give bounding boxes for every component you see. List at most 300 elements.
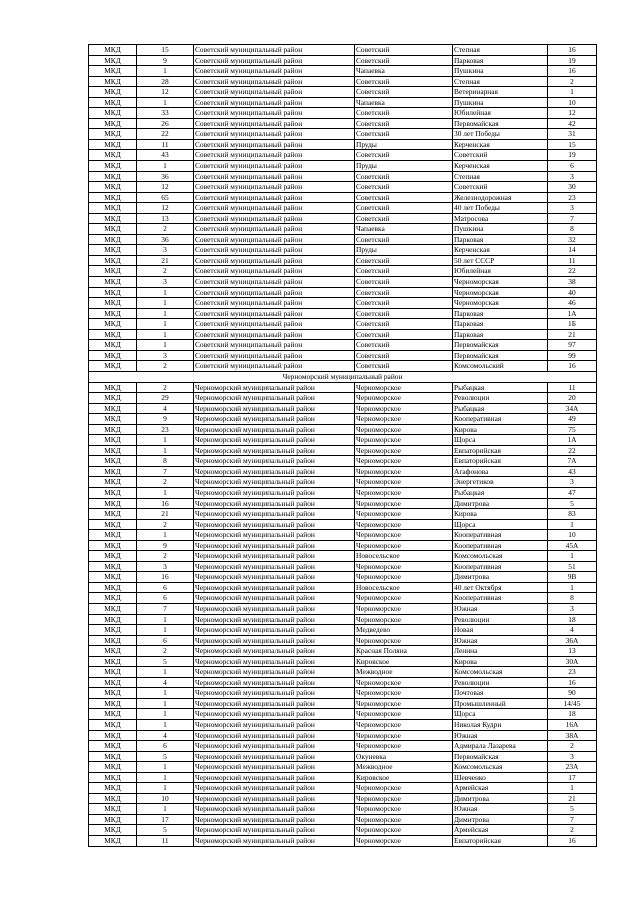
house-number-cell: 75 xyxy=(548,424,597,435)
street-cell: Южная xyxy=(453,635,548,646)
house-number-cell: 49 xyxy=(548,414,597,425)
street-cell: Ветеринарная xyxy=(453,87,548,98)
street-cell: Промышленный xyxy=(453,698,548,709)
table-row xyxy=(89,66,597,77)
object-type-cell: МКД xyxy=(89,319,137,330)
district-cell: Черноморский муниципальный район xyxy=(194,793,355,804)
settlement-cell: Черноморское xyxy=(355,509,453,520)
house-number-cell: 19 xyxy=(548,55,597,66)
street-cell: Южная xyxy=(453,730,548,741)
street-cell: Парковая xyxy=(453,319,548,330)
count-cell: 2 xyxy=(137,266,194,277)
object-type-cell: МКД xyxy=(89,477,137,488)
house-number-cell: 8 xyxy=(548,593,597,604)
object-type-cell: МКД xyxy=(89,445,137,456)
district-cell: Черноморский муниципальный район xyxy=(194,551,355,562)
house-number-cell: 10 xyxy=(548,530,597,541)
table-row xyxy=(89,319,597,330)
count-cell: 1 xyxy=(137,614,194,625)
count-cell: 1 xyxy=(137,66,194,77)
table-row xyxy=(89,772,597,783)
district-cell: Советский муниципальный район xyxy=(194,66,355,77)
district-cell: Советский муниципальный район xyxy=(194,350,355,361)
settlement-cell: Черноморское xyxy=(355,382,453,393)
street-cell: Пушкина xyxy=(453,97,548,108)
district-cell: Черноморский муниципальный район xyxy=(194,783,355,794)
district-cell: Черноморский муниципальный район xyxy=(194,403,355,414)
count-cell: 9 xyxy=(137,540,194,551)
object-type-cell: МКД xyxy=(89,350,137,361)
count-cell: 1 xyxy=(137,688,194,699)
object-type-cell: МКД xyxy=(89,45,137,56)
settlement-cell: Советский xyxy=(355,266,453,277)
house-number-cell: 23 xyxy=(548,667,597,678)
object-type-cell: МКД xyxy=(89,97,137,108)
table-row xyxy=(89,414,597,425)
street-cell: Кооперативная xyxy=(453,530,548,541)
house-number-cell: 1 xyxy=(548,582,597,593)
street-cell: Комсомольская xyxy=(453,762,548,773)
object-type-cell: МКД xyxy=(89,192,137,203)
settlement-cell: Черноморское xyxy=(355,477,453,488)
count-cell: 1 xyxy=(137,720,194,731)
street-cell: Щорса xyxy=(453,519,548,530)
street-cell: Кирова xyxy=(453,424,548,435)
house-number-cell: 45А xyxy=(548,540,597,551)
object-type-cell: МКД xyxy=(89,635,137,646)
district-cell: Советский муниципальный район xyxy=(194,224,355,235)
district-cell: Советский муниципальный район xyxy=(194,150,355,161)
object-type-cell: МКД xyxy=(89,234,137,245)
house-number-cell: 7 xyxy=(548,213,597,224)
house-number-cell: 1Б xyxy=(548,319,597,330)
district-cell: Черноморский муниципальный район xyxy=(194,561,355,572)
count-cell: 1 xyxy=(137,161,194,172)
object-type-cell: МКД xyxy=(89,298,137,309)
settlement-cell: Советский xyxy=(355,118,453,129)
house-number-cell: 7А xyxy=(548,456,597,467)
district-cell: Советский муниципальный район xyxy=(194,245,355,256)
street-cell: Комсомольская xyxy=(453,551,548,562)
table-row xyxy=(89,403,597,414)
count-cell: 2 xyxy=(137,361,194,372)
table-row xyxy=(89,656,597,667)
count-cell: 3 xyxy=(137,561,194,572)
district-cell: Черноморский муниципальный район xyxy=(194,393,355,404)
district-cell: Советский муниципальный район xyxy=(194,308,355,319)
street-cell: Адмирала Лазарева xyxy=(453,741,548,752)
district-cell: Черноморский муниципальный район xyxy=(194,741,355,752)
street-cell: Пушкина xyxy=(453,66,548,77)
house-number-cell: 3 xyxy=(548,477,597,488)
object-type-cell: МКД xyxy=(89,382,137,393)
table-row xyxy=(89,561,597,572)
district-cell: Советский муниципальный район xyxy=(194,87,355,98)
table-row xyxy=(89,393,597,404)
count-cell: 9 xyxy=(137,414,194,425)
object-type-cell: МКД xyxy=(89,393,137,404)
count-cell: 36 xyxy=(137,234,194,245)
street-cell: Революции xyxy=(453,677,548,688)
settlement-cell: Черноморское xyxy=(355,720,453,731)
settlement-cell: Черноморское xyxy=(355,466,453,477)
settlement-cell: Черноморское xyxy=(355,403,453,414)
table-row xyxy=(89,614,597,625)
district-cell: Черноморский муниципальный район xyxy=(194,456,355,467)
count-cell: 6 xyxy=(137,593,194,604)
street-cell: Армейская xyxy=(453,783,548,794)
district-cell: Советский муниципальный район xyxy=(194,255,355,266)
table-row xyxy=(89,203,597,214)
table-row xyxy=(89,129,597,140)
street-cell: 30 лет Победы xyxy=(453,129,548,140)
object-type-cell: МКД xyxy=(89,667,137,678)
count-cell: 6 xyxy=(137,741,194,752)
housing-register-table xyxy=(88,44,597,847)
settlement-cell: Чапаевка xyxy=(355,224,453,235)
house-number-cell: 2 xyxy=(548,825,597,836)
street-cell: Армейская xyxy=(453,825,548,836)
street-cell: Революции xyxy=(453,393,548,404)
district-cell: Черноморский муниципальный район xyxy=(194,667,355,678)
count-cell: 2 xyxy=(137,551,194,562)
object-type-cell: МКД xyxy=(89,772,137,783)
count-cell: 11 xyxy=(137,139,194,150)
count-cell: 1 xyxy=(137,625,194,636)
settlement-cell: Пруды xyxy=(355,161,453,172)
table-row xyxy=(89,329,597,340)
settlement-cell: Черноморское xyxy=(355,698,453,709)
settlement-cell: Советский xyxy=(355,203,453,214)
object-type-cell: МКД xyxy=(89,804,137,815)
table-row xyxy=(89,793,597,804)
district-cell: Черноморский муниципальный район xyxy=(194,382,355,393)
object-type-cell: МКД xyxy=(89,361,137,372)
district-cell: Советский муниципальный район xyxy=(194,203,355,214)
street-cell: Первомайская xyxy=(453,118,548,129)
settlement-cell: Советский xyxy=(355,87,453,98)
count-cell: 8 xyxy=(137,456,194,467)
table-row xyxy=(89,804,597,815)
settlement-cell: Советский xyxy=(355,308,453,319)
settlement-cell: Черноморское xyxy=(355,814,453,825)
count-cell: 33 xyxy=(137,108,194,119)
table-row xyxy=(89,424,597,435)
object-type-cell: МКД xyxy=(89,814,137,825)
district-cell: Черноморский муниципальный район xyxy=(194,466,355,477)
table-row xyxy=(89,245,597,256)
count-cell: 1 xyxy=(137,762,194,773)
house-number-cell: 47 xyxy=(548,487,597,498)
street-cell: Кооперативная xyxy=(453,540,548,551)
district-cell: Советский муниципальный район xyxy=(194,76,355,87)
settlement-cell: Чапаевка xyxy=(355,66,453,77)
house-number-cell: 16 xyxy=(548,45,597,56)
settlement-cell: Черноморское xyxy=(355,593,453,604)
district-cell: Черноморский муниципальный район xyxy=(194,698,355,709)
table-row xyxy=(89,677,597,688)
object-type-cell: МКД xyxy=(89,87,137,98)
district-cell: Черноморский муниципальный район xyxy=(194,814,355,825)
count-cell: 1 xyxy=(137,329,194,340)
count-cell: 3 xyxy=(137,277,194,288)
object-type-cell: МКД xyxy=(89,118,137,129)
district-cell: Советский муниципальный район xyxy=(194,361,355,372)
street-cell: Матросова xyxy=(453,213,548,224)
table-row xyxy=(89,213,597,224)
street-cell: 50 лет СССР xyxy=(453,255,548,266)
district-cell: Советский муниципальный район xyxy=(194,97,355,108)
district-cell: Черноморский муниципальный район xyxy=(194,540,355,551)
street-cell: Керченская xyxy=(453,245,548,256)
street-cell: Энергетиков xyxy=(453,477,548,488)
settlement-cell: Черноморское xyxy=(355,614,453,625)
object-type-cell: МКД xyxy=(89,55,137,66)
settlement-cell: Советский xyxy=(355,171,453,182)
house-number-cell: 90 xyxy=(548,688,597,699)
object-type-cell: МКД xyxy=(89,129,137,140)
table-row xyxy=(89,76,597,87)
street-cell: Щорса xyxy=(453,435,548,446)
street-cell: Ленина xyxy=(453,646,548,657)
count-cell: 12 xyxy=(137,87,194,98)
count-cell: 1 xyxy=(137,287,194,298)
district-cell: Черноморский муниципальный район xyxy=(194,625,355,636)
settlement-cell: Советский xyxy=(355,150,453,161)
object-type-cell: МКД xyxy=(89,688,137,699)
street-cell: 40 лет Октября xyxy=(453,582,548,593)
house-number-cell: 16 xyxy=(548,677,597,688)
object-type-cell: МКД xyxy=(89,751,137,762)
district-cell: Советский муниципальный район xyxy=(194,329,355,340)
street-cell: Шевченко xyxy=(453,772,548,783)
house-number-cell: 20 xyxy=(548,393,597,404)
house-number-cell: 22 xyxy=(548,445,597,456)
count-cell: 29 xyxy=(137,393,194,404)
object-type-cell: МКД xyxy=(89,213,137,224)
district-cell: Черноморский муниципальный район xyxy=(194,582,355,593)
house-number-cell: 32 xyxy=(548,234,597,245)
count-cell: 1 xyxy=(137,667,194,678)
table-row xyxy=(89,445,597,456)
count-cell: 1 xyxy=(137,445,194,456)
district-cell: Черноморский муниципальный район xyxy=(194,836,355,847)
district-cell: Черноморский муниципальный район xyxy=(194,435,355,446)
count-cell: 2 xyxy=(137,477,194,488)
count-cell: 7 xyxy=(137,466,194,477)
table-row xyxy=(89,277,597,288)
house-number-cell: 8 xyxy=(548,224,597,235)
settlement-cell: Черноморское xyxy=(355,730,453,741)
house-number-cell: 2 xyxy=(548,741,597,752)
district-cell: Советский муниципальный район xyxy=(194,213,355,224)
house-number-cell: 51 xyxy=(548,561,597,572)
street-cell: Первомайская xyxy=(453,350,548,361)
street-cell: Агафонова xyxy=(453,466,548,477)
table-row xyxy=(89,340,597,351)
street-cell: Керченская xyxy=(453,161,548,172)
table-row xyxy=(89,224,597,235)
settlement-cell: Черноморское xyxy=(355,393,453,404)
table-row xyxy=(89,593,597,604)
street-cell: Революции xyxy=(453,614,548,625)
district-cell: Черноморский муниципальный район xyxy=(194,477,355,488)
count-cell: 11 xyxy=(137,836,194,847)
settlement-cell: Черноморское xyxy=(355,783,453,794)
table-row xyxy=(89,487,597,498)
street-cell: Парковая xyxy=(453,234,548,245)
table-row xyxy=(89,182,597,193)
district-cell: Советский муниципальный район xyxy=(194,171,355,182)
object-type-cell: МКД xyxy=(89,277,137,288)
street-cell: Евпаторийская xyxy=(453,456,548,467)
object-type-cell: МКД xyxy=(89,593,137,604)
settlement-cell: Советский xyxy=(355,55,453,66)
table-row xyxy=(89,456,597,467)
house-number-cell: 16 xyxy=(548,836,597,847)
settlement-cell: Кировское xyxy=(355,656,453,667)
district-cell: Черноморский муниципальный район xyxy=(194,635,355,646)
count-cell: 23 xyxy=(137,424,194,435)
settlement-cell: Окуневка xyxy=(355,751,453,762)
table-row xyxy=(89,192,597,203)
settlement-cell: Советский xyxy=(355,234,453,245)
object-type-cell: МКД xyxy=(89,498,137,509)
settlement-cell: Советский xyxy=(355,340,453,351)
house-number-cell: 11 xyxy=(548,382,597,393)
settlement-cell: Красная Поляна xyxy=(355,646,453,657)
house-number-cell: 30 xyxy=(548,182,597,193)
house-number-cell: 22 xyxy=(548,266,597,277)
house-number-cell: 10 xyxy=(548,97,597,108)
settlement-cell: Черноморское xyxy=(355,793,453,804)
count-cell: 26 xyxy=(137,118,194,129)
object-type-cell: МКД xyxy=(89,403,137,414)
district-cell: Черноморский муниципальный район xyxy=(194,751,355,762)
street-cell: Черноморская xyxy=(453,277,548,288)
count-cell: 6 xyxy=(137,635,194,646)
settlement-cell: Советский xyxy=(355,108,453,119)
count-cell: 1 xyxy=(137,709,194,720)
street-cell: Парковая xyxy=(453,329,548,340)
house-number-cell: 3 xyxy=(548,603,597,614)
table-row xyxy=(89,530,597,541)
street-cell: Кирова xyxy=(453,509,548,520)
settlement-cell: Чапаевка xyxy=(355,97,453,108)
table-row xyxy=(89,97,597,108)
house-number-cell: 36А xyxy=(548,635,597,646)
object-type-cell: МКД xyxy=(89,836,137,847)
house-number-cell: 31 xyxy=(548,129,597,140)
count-cell: 1 xyxy=(137,298,194,309)
table-row xyxy=(89,382,597,393)
table-row xyxy=(89,751,597,762)
settlement-cell: Новосельское xyxy=(355,551,453,562)
table-row xyxy=(89,635,597,646)
house-number-cell: 5 xyxy=(548,804,597,815)
street-cell: Степная xyxy=(453,76,548,87)
count-cell: 9 xyxy=(137,55,194,66)
count-cell: 2 xyxy=(137,224,194,235)
house-number-cell: 4 xyxy=(548,625,597,636)
settlement-cell: Черноморское xyxy=(355,836,453,847)
count-cell: 4 xyxy=(137,403,194,414)
count-cell: 1 xyxy=(137,530,194,541)
street-cell: Керченская xyxy=(453,139,548,150)
section-header-row xyxy=(89,371,597,382)
count-cell: 4 xyxy=(137,677,194,688)
district-cell: Советский муниципальный район xyxy=(194,139,355,150)
object-type-cell: МКД xyxy=(89,709,137,720)
table-row xyxy=(89,466,597,477)
object-type-cell: МКД xyxy=(89,730,137,741)
table-row xyxy=(89,55,597,66)
settlement-cell: Черноморское xyxy=(355,435,453,446)
count-cell: 36 xyxy=(137,171,194,182)
settlement-cell: Черноморское xyxy=(355,424,453,435)
house-number-cell: 1А xyxy=(548,308,597,319)
table-row xyxy=(89,108,597,119)
house-number-cell: 3 xyxy=(548,203,597,214)
street-cell: Первомайская xyxy=(453,340,548,351)
table-row xyxy=(89,741,597,752)
table-row xyxy=(89,350,597,361)
district-cell: Советский муниципальный район xyxy=(194,340,355,351)
district-cell: Черноморский муниципальный район xyxy=(194,487,355,498)
house-number-cell: 9В xyxy=(548,572,597,583)
settlement-cell: Межводное xyxy=(355,762,453,773)
object-type-cell: МКД xyxy=(89,414,137,425)
district-cell: Черноморский муниципальный район xyxy=(194,498,355,509)
table-row xyxy=(89,646,597,657)
house-number-cell: 38А xyxy=(548,730,597,741)
table-row xyxy=(89,509,597,520)
table-row xyxy=(89,519,597,530)
street-cell: Димитрова xyxy=(453,498,548,509)
count-cell: 5 xyxy=(137,656,194,667)
house-number-cell: 43 xyxy=(548,466,597,477)
count-cell: 12 xyxy=(137,203,194,214)
house-number-cell: 30А xyxy=(548,656,597,667)
object-type-cell: МКД xyxy=(89,308,137,319)
table-row xyxy=(89,720,597,731)
count-cell: 2 xyxy=(137,646,194,657)
house-number-cell: 83 xyxy=(548,509,597,520)
settlement-cell: Черноморское xyxy=(355,709,453,720)
table-row xyxy=(89,234,597,245)
street-cell: Новая xyxy=(453,625,548,636)
count-cell: 17 xyxy=(137,814,194,825)
object-type-cell: МКД xyxy=(89,150,137,161)
count-cell: 1 xyxy=(137,783,194,794)
table-row xyxy=(89,540,597,551)
district-cell: Черноморский муниципальный район xyxy=(194,414,355,425)
object-type-cell: МКД xyxy=(89,582,137,593)
settlement-cell: Черноморское xyxy=(355,688,453,699)
settlement-cell: Черноморское xyxy=(355,540,453,551)
district-cell: Черноморский муниципальный район xyxy=(194,614,355,625)
house-number-cell: 34А xyxy=(548,403,597,414)
count-cell: 15 xyxy=(137,45,194,56)
table-row xyxy=(89,435,597,446)
count-cell: 3 xyxy=(137,245,194,256)
house-number-cell: 16 xyxy=(548,66,597,77)
count-cell: 16 xyxy=(137,572,194,583)
object-type-cell: МКД xyxy=(89,224,137,235)
house-number-cell: 2 xyxy=(548,76,597,87)
house-number-cell: 23 xyxy=(548,192,597,203)
district-cell: Советский муниципальный район xyxy=(194,319,355,330)
